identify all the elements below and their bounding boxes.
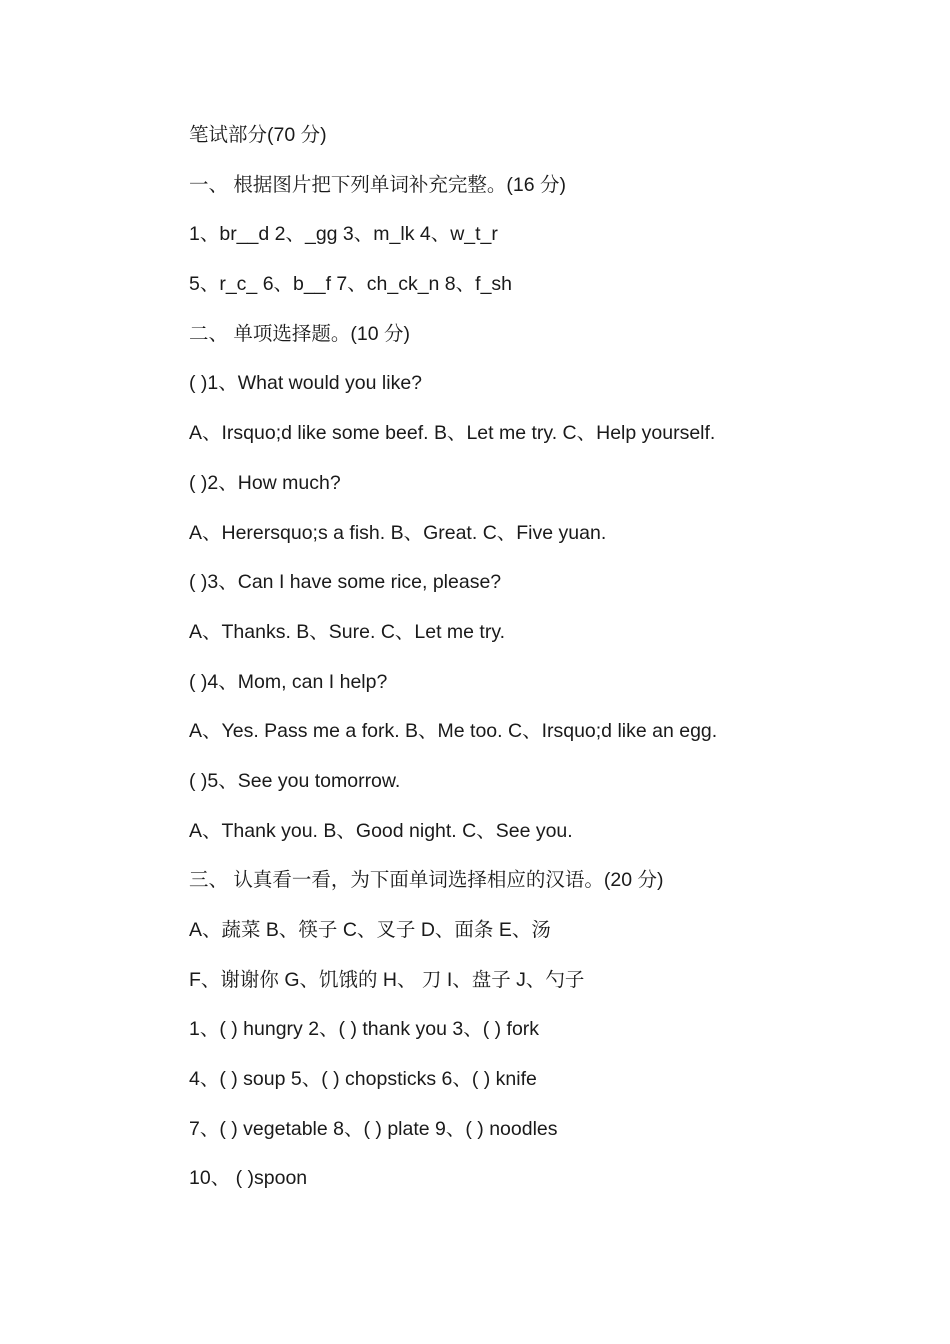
- text-line: 7、( ) vegetable 8、( ) plate 9、( ) noodles: [189, 1117, 558, 1140]
- question-line: ( )1、What would you like?: [189, 372, 423, 395]
- text-line: A、蔬菜 B、筷子 C、叉子 D、面条 E、汤: [189, 919, 551, 941]
- text-line: 10、 ( )spoon: [189, 1167, 308, 1190]
- options-line: A、Yes. Pass me a fork. B、Me too. C、Irsquo;d like an egg.: [189, 720, 718, 743]
- options-line: A、Herersquo;s a fish. B、Great. C、Five yuan.: [189, 521, 607, 544]
- section-heading-written-part: 笔试部分(70 分): [189, 124, 327, 146]
- text-line: 1、( ) hungry 2、( ) thank you 3、( ) fork: [189, 1018, 540, 1041]
- options-line: A、Thanks. B、Sure. C、Let me try.: [189, 620, 506, 643]
- section-heading-2: 二、 单项选择题。(10 分): [189, 322, 411, 345]
- question-line: ( )4、Mom, can I help?: [189, 670, 388, 693]
- text-line: F、谢谢你 G、饥饿的 H、 刀 I、盘子 J、勺子: [189, 968, 585, 991]
- options-line: A、Irsquo;d like some beef. B、Let me try. C、Help yourself.: [189, 422, 716, 445]
- text-line: 4、( ) soup 5、( ) chopsticks 6、( ) knife: [189, 1068, 537, 1091]
- options-line: A、Thank you. B、Good night. C、See you.: [189, 819, 573, 842]
- text-line: 5、r_c_ 6、b__f 7、ch_ck_n 8、f_sh: [189, 273, 513, 296]
- section-heading-1: 一、 根据图片把下列单词补充完整。(16 分): [189, 173, 567, 196]
- question-line: ( )2、How much?: [189, 471, 341, 494]
- document-body: [189, 116, 889, 1209]
- question-line: ( )5、See you tomorrow.: [189, 769, 401, 792]
- text-line: 1、br__d 2、_gg 3、m_lk 4、w_t_r: [189, 223, 498, 246]
- section-heading-3: 三、 认真看一看，为下面单词选择相应的汉语。(20 分): [189, 869, 664, 892]
- question-line: ( )3、Can I have some rice, please?: [189, 571, 502, 594]
